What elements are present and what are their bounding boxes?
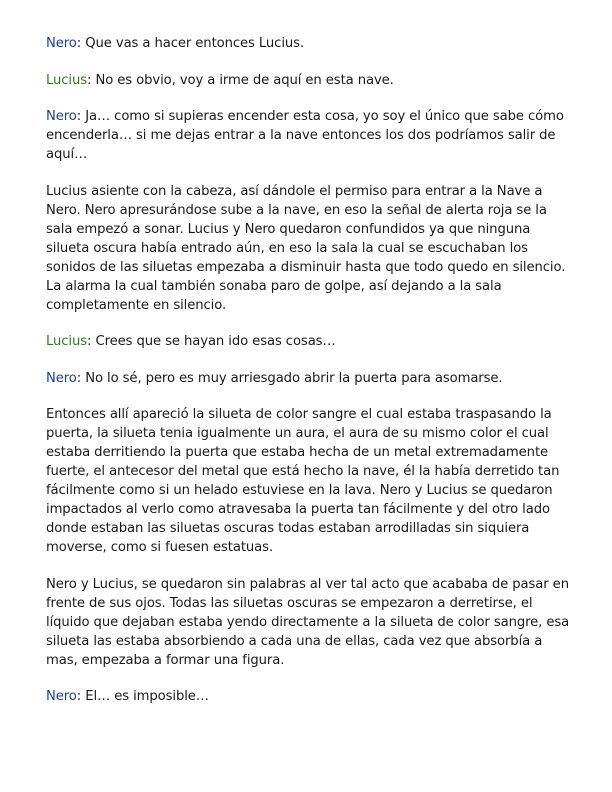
dialogue-text: : No lo sé, pero es muy arriesgado abrir la puerta para asomarse. — [76, 370, 503, 386]
speaker-name: Nero — [46, 370, 77, 386]
speaker-name: Lucius — [46, 72, 88, 88]
dialogue-line — [46, 34, 572, 53]
dialogue-line — [46, 107, 572, 164]
dialogue-text: : Crees que se hayan ido esas cosas… — [87, 334, 336, 349]
dialogue-line — [46, 71, 572, 90]
dialogue-text: : Que vas a hacer entonces Lucius. — [76, 36, 305, 51]
speaker-name: Nero — [46, 689, 77, 704]
narration-paragraph: Lucius asiente con la cabeza, así dándole el permiso para entrar a la Nave a Nero. Nero apresurándose sube a la nave, en eso la señal de alerta roja se la sala empezó a sonar. Lucius y Nero quedaron confundidos ya que ninguna silueta oscura había entrado aún, en eso la sala la cual se escuchaban los sonidos de las siluetas empezaba a disminuir hasta que todo quedo en silencio. La alarma la cual también sonaba paro de golpe, así dejando a la sala completamente en silencio. — [46, 183, 566, 313]
dialogue-line — [46, 687, 572, 706]
dialogue-text: : Ja… como si supieras encender esta cosa, yo soy el único que sabe cómo encenderla… si me dejas entrar a la nave entonces los dos podríamos salir de aquí… — [46, 109, 564, 162]
speaker-name: Nero — [46, 36, 77, 51]
dialogue-text: : El… es imposible… — [76, 689, 209, 704]
dialogue-text: : No es obvio, voy a irme de aquí en esta nave. — [87, 72, 394, 88]
dialogue-line — [46, 332, 572, 351]
dialogue-line — [46, 369, 572, 388]
narration-paragraph: Nero y Lucius, se quedaron sin palabras al ver tal acto que acababa de pasar en frente de sus ojos. Todas las siluetas oscuras se empezaron a derretirse, el líquido que dejaban estaba yendo directamente a la silueta de color sangre, esa silueta las estaba absorbiendo a cada una de ellas, cada vez que absorbía a mas, empezaba a formar una figura. — [46, 576, 570, 668]
speaker-name: Lucius — [46, 334, 88, 349]
narration-paragraph: Entonces allí apareció la silueta de color sangre el cual estaba traspasando la puerta, la silueta tenia igualmente un aura, el aura de su mismo color el cual estaba derritiendo la puerta que estaba hecha de un metal extremadamente fuerte, el antecesor del metal que está hecho la nave, él la había derretido tan fácilmente como si un helado estuviese en la lava. Nero y Lucius se quedaron impactados al verlo como atravesaba la puerta tan fácilmente y del otro lado donde estaban las siluetas oscuras todas estaban arrodilladas sin siquiera moverse, como si fuesen estatuas. — [46, 407, 560, 555]
speaker-name: Nero — [46, 109, 77, 124]
